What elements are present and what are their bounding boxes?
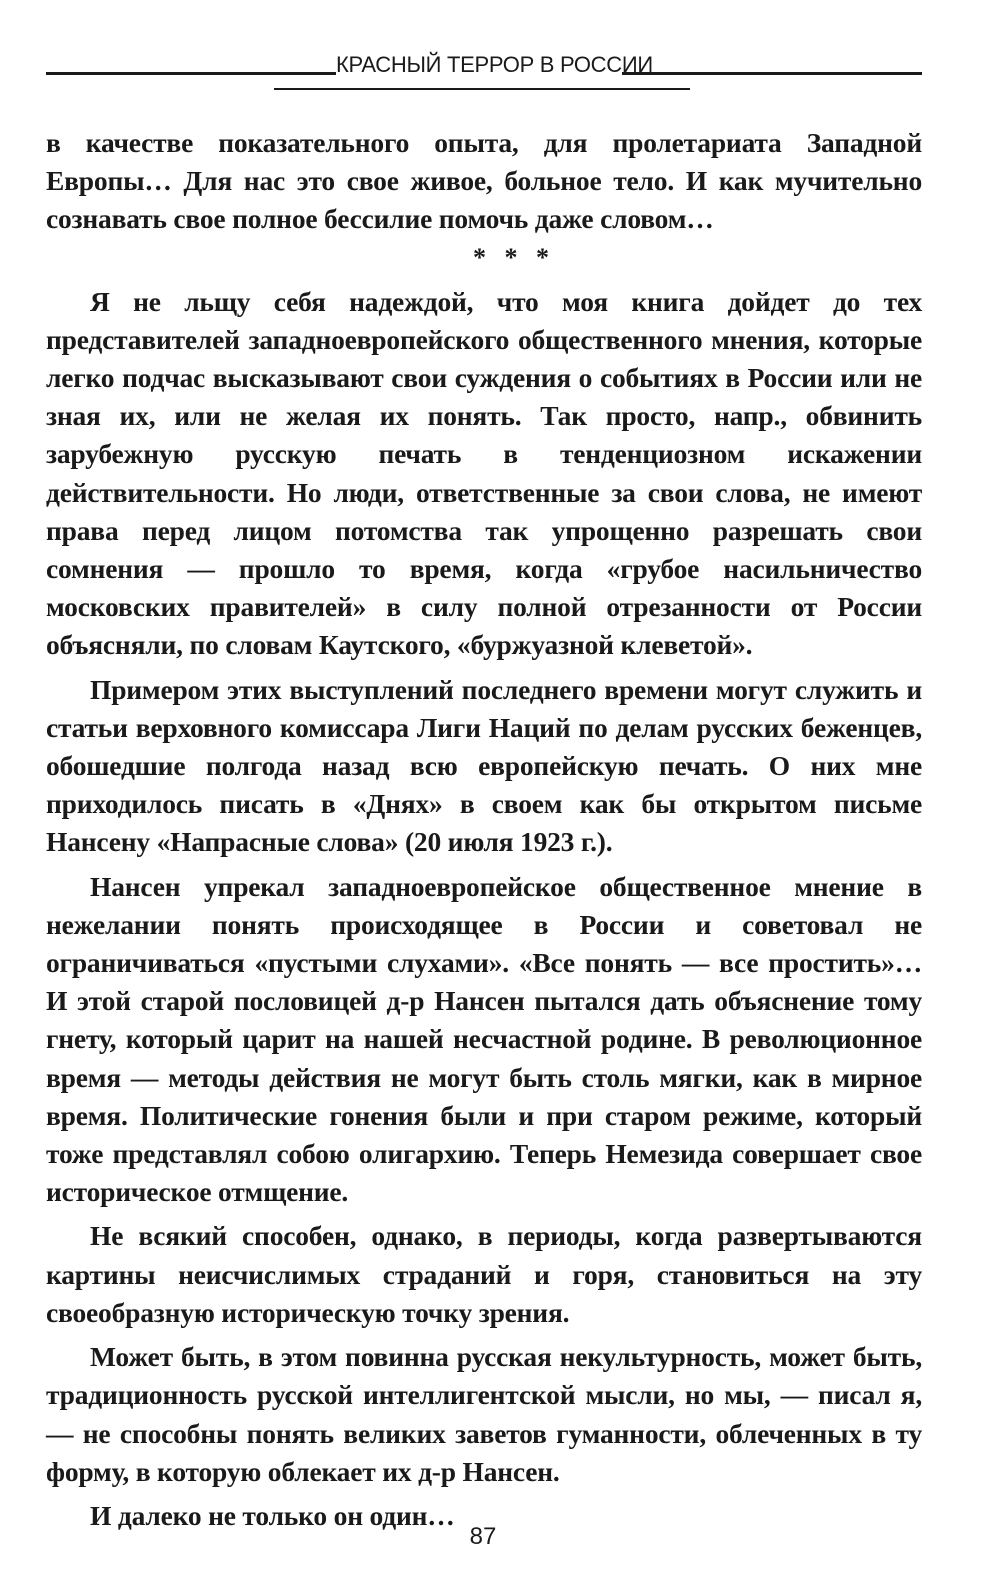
paragraph-continued: в качестве показательного опыта, для пролетариата Западной Европы… Для нас это свое живое, больное тело. И как мучительно сознавать свое полное бессилие помочь даже словом…	[46, 127, 922, 235]
body-text	[46, 124, 922, 1535]
page-number: 87	[469, 1523, 497, 1550]
paragraph: И далеко не только он один…	[90, 1499, 455, 1531]
paragraph: Нансен упрекал западноевропейское общественное мнение в нежелании понять происходящее в России и советовал не ограничиваться «пустыми слухами». «Все понять — все простить»… И этой старой пословицей д-р Нансен пытался дать объяснение тому гнету, который царит на нашей несчастной родине. В революционное время — методы действия не могут быть столь мягки, как в мирное время. Политические гонения были и при старом режиме, который тоже представлял собою олигархию. Теперь Немезида совершает свое историческое отмщение.	[46, 870, 922, 1208]
section-separator: * * *	[473, 242, 555, 272]
paragraph: Может быть, в этом повинна русская некультурность, может быть, традиционность русской интеллигентской мысли, но мы, — писал я, — не способны понять великих заветов гуманности, облеченных в ту форму, в которую облекает их д-р Нансен.	[46, 1341, 922, 1487]
running-header	[46, 48, 922, 98]
header-rule-left	[46, 72, 336, 75]
running-title: КРАСНЫЙ ТЕРРОР В РОССИИ	[336, 52, 653, 77]
paragraph: Не всякий способен, однако, в периоды, когда развертываются картины неисчислимых страданий и горя, становиться на эту своеобразную историческую точку зрения.	[46, 1220, 922, 1328]
paragraph: Примером этих выступлений последнего времени могут служить и статьи верховного комиссара Лиги Наций по делам русских беженцев, обошедшие полгода назад всю европейскую печать. О них мне приходилось писать в «Днях» в своем как бы открытом письме Нансену «Напрасные слова» (20 июля 1923 г.).	[46, 673, 922, 858]
header-underline	[274, 88, 690, 90]
header-rule-right	[622, 72, 922, 75]
paragraph: Я не льщу себя надеждой, что моя книга дойдет до тех представителей западноевропейского общественного мнения, которые легко подчас высказывают свои суждения о событиях в России или не зная их, или не желая их понять. Так просто, напр., обвинить зарубежную русскую печать в тенденциозном искажении действительности. Но люди, ответственные за свои слова, не имеют права перед лицом потомства так упрощенно разрешать свои сомнения — прошло то время, когда «грубое насильничество московских правителей» в силу полной отрезанности от России объясняли, по словам Каутского, «буржуазной клеветой».	[46, 285, 922, 661]
